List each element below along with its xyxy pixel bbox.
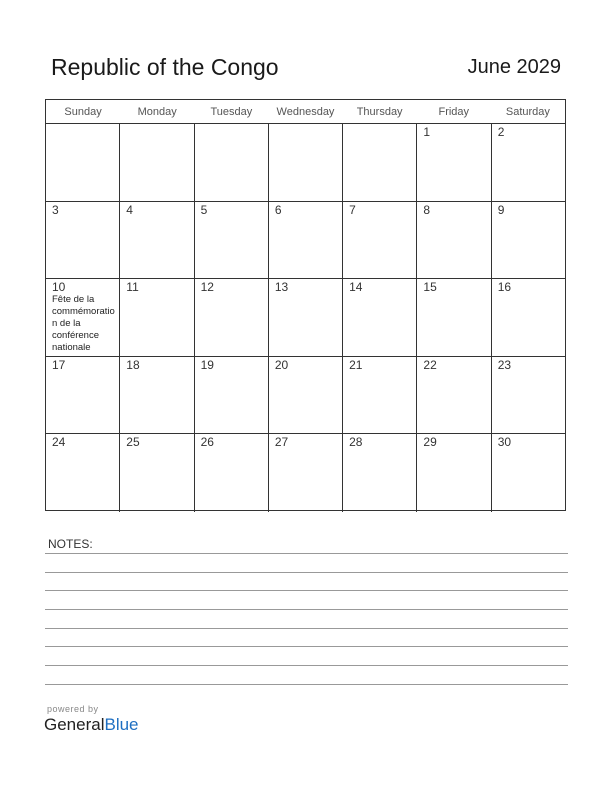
day-number: 2 — [497, 125, 505, 139]
notes-line — [45, 684, 568, 685]
day-cell — [269, 434, 343, 512]
day-number: 29 — [423, 435, 437, 449]
day-cell — [343, 434, 417, 512]
day-number: 12 — [200, 280, 214, 294]
day-number: 5 — [200, 202, 208, 217]
day-number: 23 — [497, 357, 512, 372]
day-number: 18 — [126, 357, 140, 372]
weekday-sunday: Sunday — [64, 106, 102, 118]
day-number: 24 — [52, 435, 66, 449]
weekday-header-row — [46, 100, 565, 124]
week-row-4 — [46, 357, 565, 435]
day-number: 21 — [349, 357, 363, 372]
day-cell — [269, 357, 343, 434]
day-cell — [195, 124, 269, 201]
day-cell — [343, 279, 417, 356]
day-cell — [46, 357, 120, 434]
day-cell — [195, 202, 269, 279]
notes-line — [45, 572, 568, 573]
day-number: 14 — [349, 280, 363, 294]
weekday-thursday: Thursday — [356, 106, 403, 118]
brand-blue: Blue — [104, 715, 139, 734]
week-row-3 — [46, 279, 565, 357]
calendar-grid — [45, 99, 566, 511]
notes-line — [45, 646, 568, 647]
day-cell — [46, 279, 120, 356]
day-number: 4 — [126, 202, 133, 217]
day-cell — [46, 434, 120, 512]
day-number: 30 — [497, 435, 512, 449]
day-number: 28 — [349, 435, 363, 449]
day-number: 3 — [52, 202, 59, 217]
day-number: 7 — [349, 202, 356, 217]
day-cell — [269, 124, 343, 201]
day-number: 15 — [423, 280, 437, 294]
day-cell — [269, 202, 343, 279]
day-cell — [417, 357, 491, 434]
day-cell — [46, 202, 120, 279]
day-cell — [120, 434, 194, 512]
day-number: 22 — [423, 357, 437, 372]
day-cell — [46, 124, 120, 201]
weekday-friday: Friday — [438, 106, 470, 118]
brand-general: General — [44, 715, 105, 734]
day-cell — [343, 124, 417, 201]
day-cell — [269, 279, 343, 356]
day-number: 17 — [52, 357, 66, 372]
day-cell — [492, 124, 565, 201]
notes-line — [45, 553, 568, 554]
day-number: 11 — [126, 280, 139, 294]
day-number: 25 — [126, 435, 140, 449]
day-cell — [120, 279, 194, 356]
day-cell — [195, 357, 269, 434]
day-cell — [417, 124, 491, 201]
day-number: 8 — [423, 202, 431, 217]
day-number: 26 — [200, 435, 214, 449]
day-cell — [492, 202, 565, 279]
day-number: 19 — [200, 357, 214, 372]
calendar-country-title: Republic of the Congo — [51, 54, 279, 80]
weekday-tuesday: Tuesday — [210, 106, 253, 118]
day-cell — [343, 357, 417, 434]
day-cell — [120, 124, 194, 201]
day-cell — [417, 434, 491, 512]
day-cell — [417, 279, 491, 356]
day-cell — [195, 434, 269, 512]
notes-line — [45, 628, 568, 629]
day-number: 9 — [497, 202, 505, 217]
holiday-label: Fête de la commémoration de la conférence nationale — [52, 294, 115, 353]
week-row-5 — [46, 434, 565, 512]
day-cell — [120, 202, 194, 279]
day-number: 10 — [52, 280, 66, 294]
weekday-wednesday: Wednesday — [276, 106, 335, 118]
day-number: 20 — [274, 357, 289, 372]
notes-label: NOTES: — [48, 537, 93, 551]
day-number: 1 — [423, 125, 431, 139]
day-number: 16 — [497, 280, 512, 294]
weekday-saturday: Saturday — [505, 106, 550, 118]
day-cell — [492, 434, 565, 512]
notes-line — [45, 590, 568, 591]
powered-by-footer — [44, 704, 139, 735]
day-cell — [492, 279, 565, 356]
day-cell — [343, 202, 417, 279]
day-cell — [120, 357, 194, 434]
powered-by-text: powered by — [47, 704, 99, 714]
day-cell — [492, 357, 565, 434]
day-number: 6 — [274, 202, 282, 217]
day-cell — [417, 202, 491, 279]
week-row-2 — [46, 202, 565, 280]
generalblue-logo — [44, 715, 139, 735]
notes-line — [45, 665, 568, 666]
day-number: 13 — [274, 280, 289, 294]
notes-line — [45, 609, 568, 610]
calendar-month-title: June 2029 — [467, 56, 561, 78]
week-row-1 — [46, 124, 565, 202]
weekday-monday: Monday — [137, 106, 177, 118]
day-number: 27 — [274, 435, 289, 449]
day-cell — [195, 279, 269, 356]
